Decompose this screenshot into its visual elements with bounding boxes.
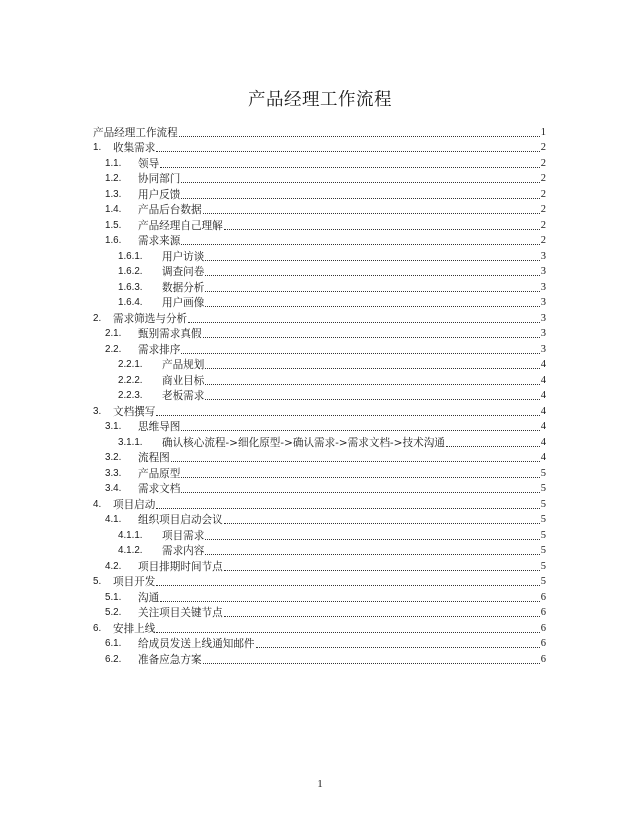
toc-entry[interactable]: [93, 527, 546, 543]
toc-entry-number: 3.1.1.: [118, 436, 143, 448]
toc-entry-page-number: 2: [540, 188, 546, 200]
toc-dot-leader: [205, 260, 539, 261]
toc-entry-page-number: 2: [540, 219, 546, 231]
toc-entry[interactable]: [93, 140, 546, 156]
toc-entry-number: 1.: [93, 142, 102, 153]
toc-entry-page-number: 2: [540, 157, 546, 169]
toc-entry-number: 2.1.: [105, 328, 122, 339]
toc-entry-title: 思维导图: [138, 421, 181, 433]
toc-entry-title: 需求内容: [162, 545, 205, 557]
toc-entry-page-number: 4: [540, 436, 546, 448]
toc-entry-number: 6.: [93, 622, 102, 634]
toc-entry-number: 3.1.: [105, 421, 122, 432]
toc-entry[interactable]: [93, 543, 546, 559]
toc-entry-page-number: 3: [540, 281, 546, 293]
toc-entry-page-number: 6: [540, 638, 546, 649]
toc-entry[interactable]: [93, 450, 546, 466]
toc-dot-leader: [156, 585, 539, 586]
toc-entry-number: 3.2.: [105, 452, 122, 463]
toc-entry-title: 文档撰写: [113, 405, 156, 418]
toc-dot-leader: [188, 322, 540, 323]
toc-entry-number: 1.4.: [105, 204, 122, 215]
toc-entry-title: 甄别需求真假: [138, 328, 202, 340]
toc-entry-title: 产品经理自己理解: [138, 219, 223, 232]
toc-entry-page-number: 6: [540, 653, 546, 665]
toc-entry-title: 老板需求: [162, 390, 205, 402]
toc-entry-title: 产品规划: [162, 359, 205, 371]
toc-entry-page-number: 6: [540, 591, 546, 603]
toc-entry-page-number: 4: [540, 421, 546, 432]
toc-entry-page-number: 5: [540, 467, 546, 479]
toc-entry-title: 用户反馈: [138, 188, 181, 201]
toc-entry-page-number: 3: [540, 297, 546, 308]
toc-entry-number: 1.6.2.: [118, 266, 143, 277]
toc-entry[interactable]: [93, 605, 546, 621]
toc-entry-number: 6.2.: [105, 653, 122, 665]
toc-entry-title: 用户访谈: [162, 250, 205, 263]
toc-entry-number: 3.: [93, 405, 102, 417]
toc-entry-page-number: 3: [540, 343, 546, 355]
toc-entry-title: 协同部门: [138, 173, 181, 185]
toc-dot-leader: [181, 198, 539, 199]
toc-entry[interactable]: [93, 264, 546, 280]
toc-entry-number: 1.6.: [105, 235, 122, 246]
toc-dot-leader: [181, 353, 539, 354]
toc-entry-page-number: 1: [540, 126, 546, 138]
toc-entry-title: 流程图: [138, 452, 170, 464]
toc-entry-title: 收集需求: [113, 142, 156, 154]
toc-entry-number: 2.2.1.: [118, 359, 143, 370]
toc-entry-number: 4.1.: [105, 514, 122, 525]
toc-entry-title: 需求筛选与分析: [113, 312, 188, 325]
toc-entry-number: 3.4.: [105, 483, 122, 494]
toc-entry-title: 领导: [138, 157, 160, 170]
toc-dot-leader: [205, 554, 539, 555]
toc-dot-leader: [205, 368, 539, 369]
toc-entry-title: 需求排序: [138, 343, 181, 356]
toc-entry-page-number: 5: [540, 560, 546, 572]
toc-entry[interactable]: [93, 481, 546, 497]
toc-entry[interactable]: [93, 372, 546, 388]
toc-dot-leader: [181, 430, 539, 431]
toc-dot-leader: [156, 632, 539, 633]
toc-entry[interactable]: [93, 233, 546, 249]
toc-entry-title: 确认核心流程->细化原型->确认需求->需求文档->技术沟通: [162, 436, 445, 449]
toc-entry-title: 沟通: [138, 591, 160, 604]
toc-entry-number: 1.6.1.: [118, 250, 143, 262]
toc-entry[interactable]: [93, 636, 546, 652]
toc-dot-leader: [205, 275, 539, 276]
toc-entry-number: 5.1.: [105, 591, 122, 603]
toc-entry-number: 2.2.2.: [118, 374, 143, 386]
toc-entry[interactable]: [93, 124, 546, 140]
toc-dot-leader: [224, 229, 540, 230]
toc-entry-page-number: 4: [540, 452, 546, 463]
toc-entry[interactable]: [93, 279, 546, 295]
toc-dot-leader: [181, 477, 539, 478]
toc-entry[interactable]: [93, 357, 546, 373]
toc-entry[interactable]: [93, 217, 546, 233]
toc-entry-number: 1.6.3.: [118, 281, 143, 293]
toc-entry[interactable]: [93, 419, 546, 435]
toc-dot-leader: [205, 384, 539, 385]
toc-dot-leader: [160, 601, 540, 602]
toc-entry-title: 项目排期时间节点: [138, 560, 223, 573]
page-number: 1: [317, 778, 323, 790]
toc-entry-title: 安排上线: [113, 622, 156, 635]
toc-entry-page-number: 4: [540, 374, 546, 386]
toc-dot-leader: [256, 647, 540, 648]
toc-entry-page-number: 5: [540, 483, 546, 494]
toc-dot-leader: [224, 523, 540, 524]
toc-entry-page-number: 5: [540, 514, 546, 525]
toc-entry[interactable]: [93, 512, 546, 528]
toc-entry-number: 2.2.3.: [118, 390, 143, 401]
toc-entry-page-number: 3: [540, 328, 546, 339]
toc-entry-page-number: 4: [540, 359, 546, 370]
toc-entry-number: 1.2.: [105, 173, 122, 184]
document-title: 产品经理工作流程: [248, 90, 392, 110]
toc-dot-leader: [156, 508, 539, 509]
toc-entry-title: 项目开发: [113, 576, 156, 588]
toc-entry-number: 2.: [93, 312, 102, 324]
toc-dot-leader: [224, 570, 540, 571]
toc-entry-page-number: 6: [540, 607, 546, 618]
toc-entry-page-number: 5: [540, 498, 546, 510]
toc-entry-number: 3.3.: [105, 467, 122, 479]
toc-entry-page-number: 5: [540, 529, 546, 541]
table-of-contents: [93, 124, 546, 667]
toc-dot-leader: [156, 415, 539, 416]
toc-entry[interactable]: [93, 651, 546, 667]
toc-entry[interactable]: [93, 434, 546, 450]
toc-entry-page-number: 3: [540, 250, 546, 262]
toc-entry-number: 6.1.: [105, 638, 122, 649]
toc-dot-leader: [171, 461, 540, 462]
toc-entry-title: 商业目标: [162, 374, 205, 387]
toc-dot-leader: [205, 539, 539, 540]
toc-entry[interactable]: [93, 465, 546, 481]
toc-entry-number: 1.3.: [105, 188, 122, 200]
toc-entry-number: 4.2.: [105, 560, 122, 572]
toc-dot-leader: [446, 446, 540, 447]
toc-entry-title: 关注项目关键节点: [138, 607, 223, 619]
toc-entry[interactable]: [93, 171, 546, 187]
toc-entry-title: 给成员发送上线通知邮件: [138, 638, 255, 650]
toc-entry-page-number: 2: [540, 173, 546, 184]
toc-dot-leader: [203, 663, 540, 664]
toc-entry[interactable]: [93, 388, 546, 404]
toc-dot-leader: [156, 151, 539, 152]
toc-entry[interactable]: [93, 496, 546, 512]
toc-entry[interactable]: [93, 202, 546, 218]
toc-entry[interactable]: [93, 155, 546, 171]
toc-entry-number: 5.2.: [105, 607, 122, 618]
toc-entry-title: 组织项目启动会议: [138, 514, 223, 526]
toc-entry-title: 需求文档: [138, 483, 181, 495]
toc-dot-leader: [181, 182, 539, 183]
toc-entry-title: 产品后台数据: [138, 204, 202, 216]
toc-entry[interactable]: [93, 186, 546, 202]
toc-entry-page-number: 4: [540, 405, 546, 417]
toc-dot-leader: [205, 291, 539, 292]
toc-entry[interactable]: [93, 310, 546, 326]
toc-entry-page-number: 3: [540, 312, 546, 324]
toc-entry-title: 数据分析: [162, 281, 205, 294]
toc-entry[interactable]: [93, 341, 546, 357]
toc-entry-page-number: 2: [540, 204, 546, 215]
toc-entry-number: 5.: [93, 576, 102, 587]
toc-dot-leader: [181, 244, 539, 245]
toc-dot-leader: [224, 616, 540, 617]
toc-dot-leader: [205, 306, 539, 307]
toc-entry-page-number: 2: [540, 235, 546, 246]
toc-entry-page-number: 3: [540, 266, 546, 277]
toc-entry-page-number: 6: [540, 622, 546, 634]
toc-dot-leader: [181, 492, 539, 493]
toc-entry-number: 4.1.1.: [118, 529, 143, 541]
toc-entry-title: 需求来源: [138, 235, 181, 247]
toc-entry[interactable]: [93, 295, 546, 311]
toc-dot-leader: [203, 213, 540, 214]
toc-dot-leader: [179, 136, 540, 137]
toc-entry[interactable]: [93, 558, 546, 574]
toc-entry[interactable]: [93, 403, 546, 419]
toc-dot-leader: [203, 337, 540, 338]
toc-entry-page-number: 2: [540, 142, 546, 153]
toc-entry-title: 调查问卷: [162, 266, 205, 278]
toc-dot-leader: [160, 167, 540, 168]
toc-entry[interactable]: [93, 326, 546, 342]
toc-entry-number: 4.1.2.: [118, 545, 143, 556]
toc-entry-number: 1.1.: [105, 157, 122, 169]
toc-entry[interactable]: [93, 589, 546, 605]
toc-entry-page-number: 5: [540, 545, 546, 556]
toc-entry-title: 准备应急方案: [138, 653, 202, 666]
toc-entry[interactable]: [93, 248, 546, 264]
toc-entry-title: 项目启动: [113, 498, 156, 511]
toc-dot-leader: [205, 399, 539, 400]
toc-entry[interactable]: [93, 574, 546, 590]
toc-entry-title: 用户画像: [162, 297, 205, 309]
toc-entry-title: 项目需求: [162, 529, 205, 542]
toc-entry-number: 4.: [93, 498, 102, 510]
toc-entry-number: 1.6.4.: [118, 297, 143, 308]
toc-entry-page-number: 4: [540, 390, 546, 401]
toc-entry-title: 产品经理工作流程: [93, 126, 178, 139]
toc-entry-title: 产品原型: [138, 467, 181, 480]
toc-entry-page-number: 5: [540, 576, 546, 587]
toc-entry[interactable]: [93, 620, 546, 636]
toc-entry-number: 1.5.: [105, 219, 122, 231]
toc-entry-number: 2.2.: [105, 343, 122, 355]
